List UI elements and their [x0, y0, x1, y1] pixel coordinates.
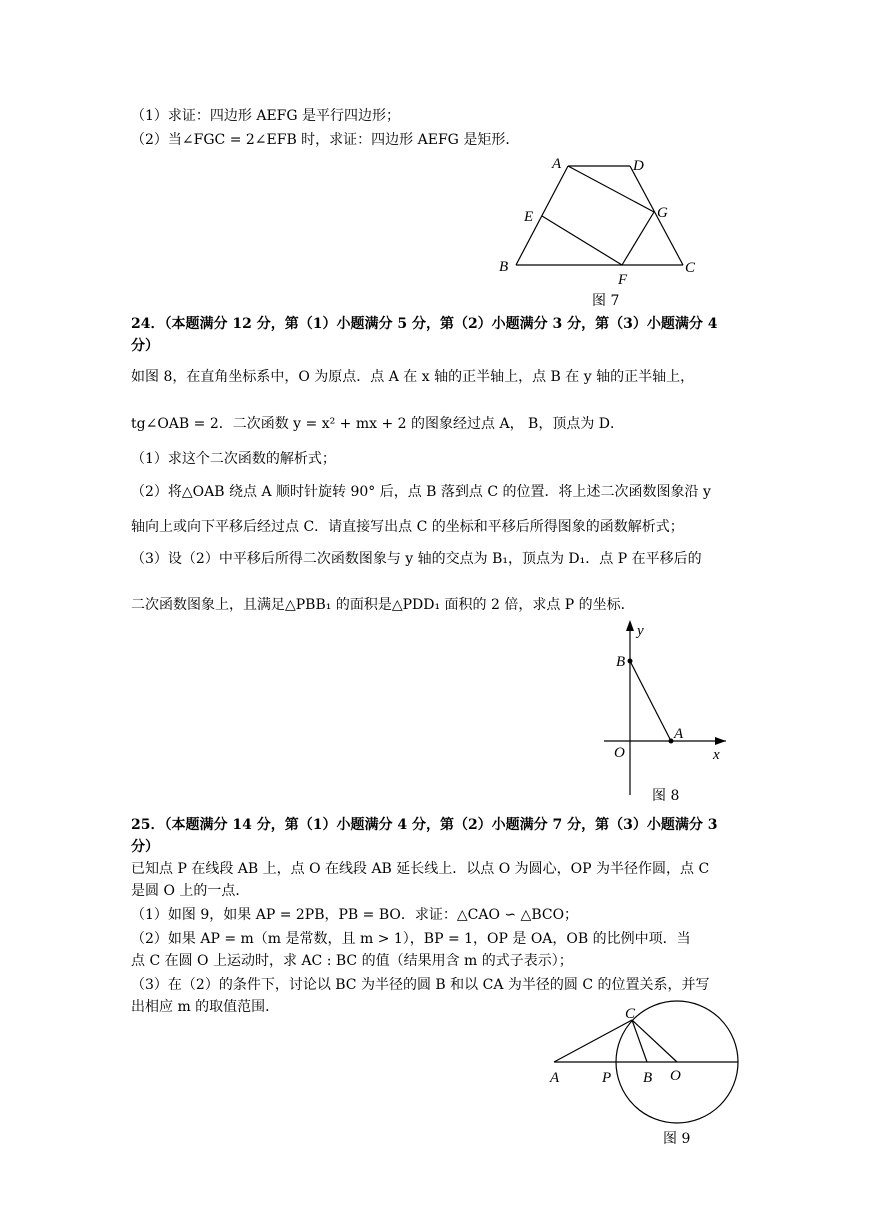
label-B: B: [616, 654, 626, 670]
segment-GF: [622, 212, 654, 265]
label-C: C: [685, 260, 696, 276]
label-A: A: [552, 156, 562, 172]
label-A: A: [674, 726, 684, 742]
figure-9: [540, 1000, 750, 1130]
point-A: [669, 739, 674, 744]
segment-CO: [632, 1020, 677, 1062]
q25-header-cont: 分）: [131, 839, 159, 855]
q24-header: 24．（本题满分 12 分，第（1）小题满分 5 分，第（2）小题满分 3 分，第（3）小题满分 4: [131, 316, 718, 332]
label-B: B: [643, 1070, 653, 1086]
label-x: x: [713, 747, 720, 763]
q23-part2: （2）当∠FGC = 2∠EFB 时，求证：四边形 AEFG 是矩形．: [131, 132, 520, 148]
label-B: B: [499, 259, 509, 275]
figure-7: [490, 150, 710, 310]
q25-part2: （2）如果 AP = m（m 是常数，且 m > 1），BP = 1，OP 是 OA，OB 的比例中项．当: [131, 931, 691, 947]
q24-intro: 如图 8，在直角坐标系中，O 为原点．点 A 在 x 轴的正半轴上，点 B 在 y 轴的正半轴上，: [131, 369, 695, 385]
label-A: A: [550, 1070, 560, 1086]
q24-part2: （2）将△OAB 绕点 A 顺时针旋转 90° 后，点 B 落到点 C 的位置．将上述二次函数图象沿 y: [131, 484, 711, 500]
figure-8: [598, 615, 738, 800]
point-B: [628, 659, 633, 664]
q25-part3: （3）在（2）的条件下，讨论以 BC 为半径的圆 B 和以 CA 为半径的圆 C 的位置关系，并写: [131, 977, 710, 993]
x-axis-arrow: [715, 737, 726, 745]
q23-part1: （1）求证：四边形 AEFG 是平行四边形；: [131, 108, 401, 124]
figure-7-caption: 图 7: [592, 293, 620, 309]
label-O: O: [670, 1068, 681, 1084]
y-axis-arrow: [626, 620, 634, 631]
figure-9-caption: 图 9: [663, 1131, 691, 1147]
label-D: D: [633, 158, 644, 174]
label-C: C: [625, 1006, 636, 1022]
q24-part3: （3）设（2）中平移后所得二次函数图象与 y 轴的交点为 B₁，顶点为 D₁．点 P 在平移后的: [131, 551, 702, 567]
q25-intro: 已知点 P 在线段 AB 上，点 O 在线段 AB 延长线上．以点 O 为圆心，OP 为半径作圆，点 C: [131, 861, 710, 877]
segment-BA: [630, 661, 671, 741]
q24-condition: tg∠OAB = 2．二次函数 y = x² + mx + 2 的图象经过点 A， B，顶点为 D．: [131, 416, 624, 432]
q25-part3-cont: 出相应 m 的取值范围．: [131, 999, 280, 1015]
label-P: P: [602, 1070, 612, 1086]
label-y: y: [637, 623, 644, 639]
q24-part3-cont: 二次函数图象上，且满足△PBB₁ 的面积是△PDD₁ 面积的 2 倍，求点 P 的坐标．: [131, 597, 635, 613]
label-O: O: [614, 745, 625, 761]
q25-intro-cont: 是圆 O 上的一点．: [131, 883, 250, 899]
q25-part2-cont: 点 C 在圆 O 上运动时，求 AC : BC 的值（结果用含 m 的式子表示）；: [131, 953, 573, 969]
label-G: G: [657, 205, 668, 221]
label-E: E: [524, 209, 534, 225]
q25-header: 25．（本题满分 14 分，第（1）小题满分 4 分，第（2）小题满分 7 分，第（3）小题满分 3: [131, 817, 718, 833]
q25-part1: （1）如图 9，如果 AP = 2PB，PB = BO．求证：△CAO ∽ △BCO；: [131, 907, 579, 923]
segment-FE: [542, 216, 622, 265]
figure-8-caption: 图 8: [652, 788, 680, 804]
q24-header-cont: 分）: [131, 338, 159, 354]
label-F: F: [618, 272, 628, 288]
q24-part2-cont: 轴向上或向下平移后经过点 C．请直接写出点 C 的坐标和平移后所得图象的函数解析式；: [131, 519, 684, 535]
q24-part1: （1）求这个二次函数的解析式；: [131, 451, 336, 467]
